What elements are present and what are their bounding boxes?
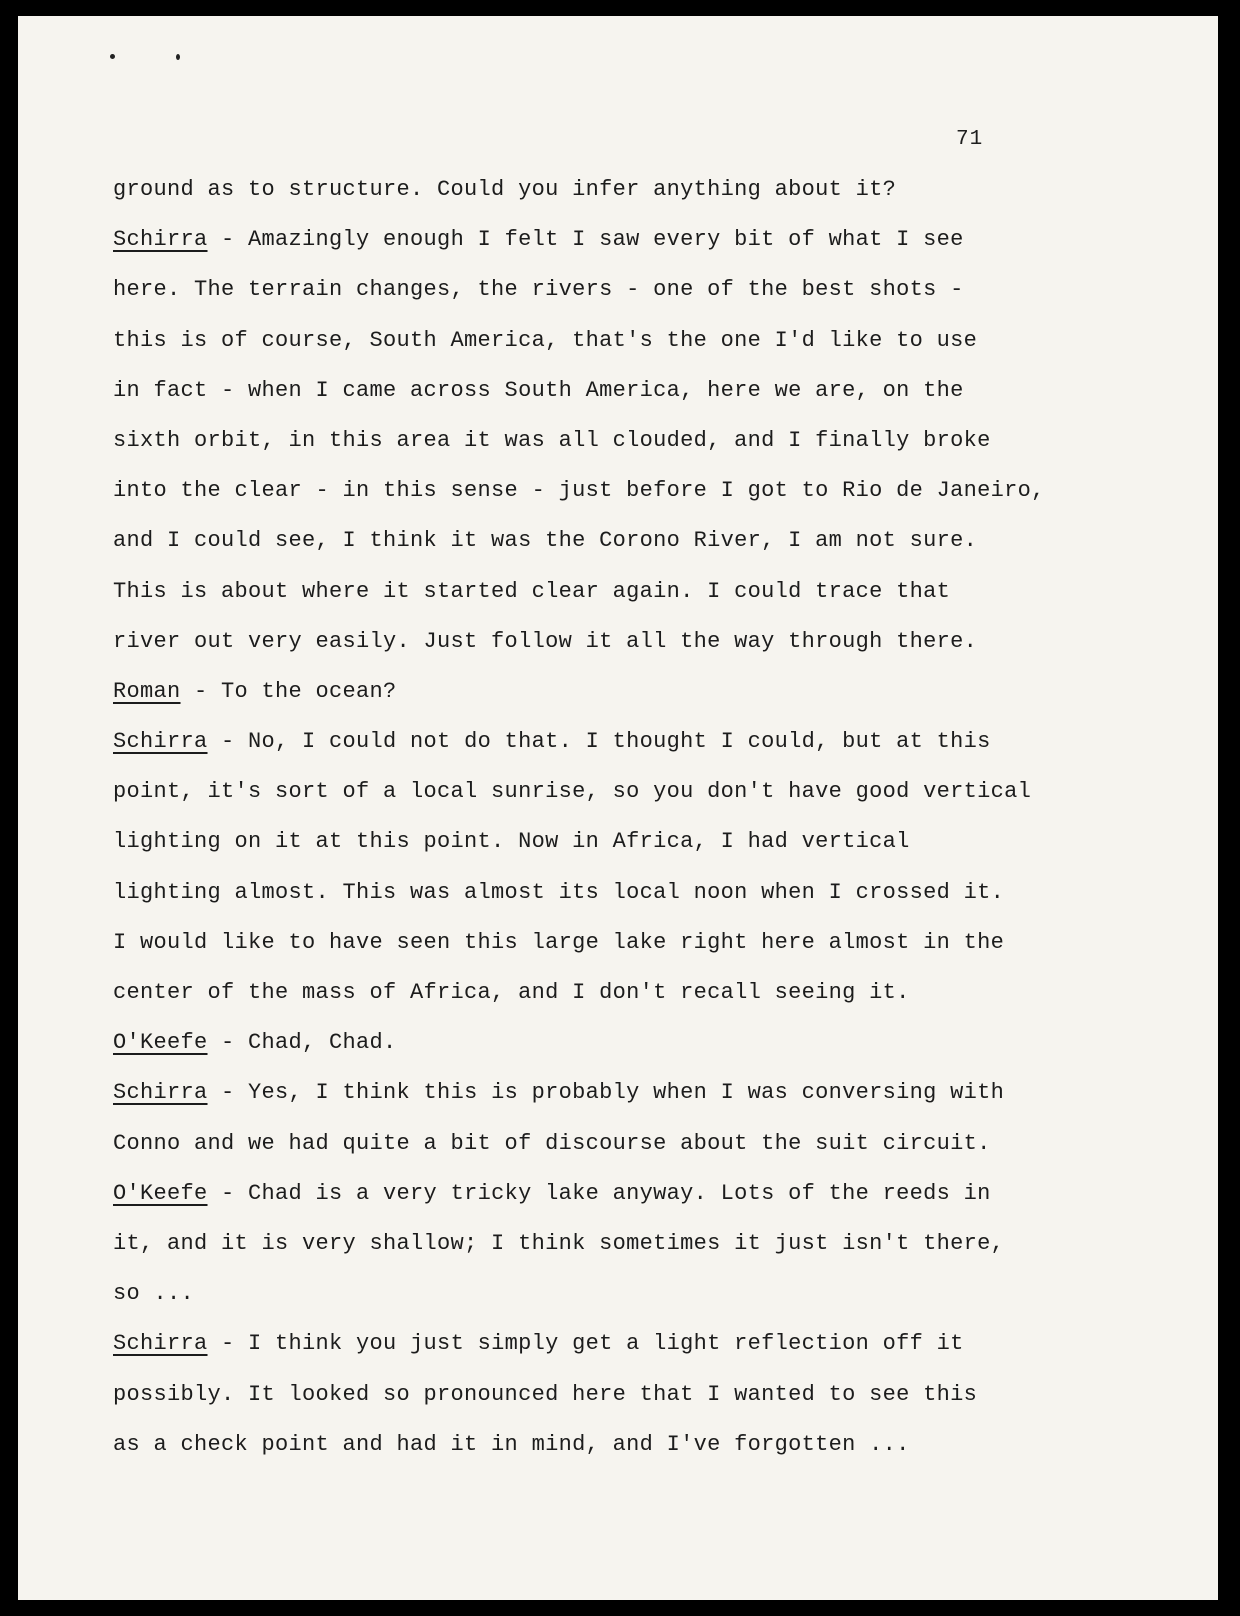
line-text: Yes, I think this is probably when I was conversing with (248, 1080, 1005, 1106)
line-text: in fact - when I came across South America, here we are, on the (113, 377, 964, 403)
line-text: ground as to structure. Could you infer anything about it? (113, 177, 897, 202)
speaker-name: Roman (113, 678, 181, 704)
transcript-line (113, 1222, 1213, 1272)
transcript-line (113, 820, 1213, 870)
corner-mark (176, 54, 180, 60)
transcript-line (113, 871, 1213, 921)
transcript-line (113, 369, 1213, 419)
transcript-line (113, 1122, 1213, 1172)
line-text: To the ocean? (221, 678, 397, 704)
speaker-separator: - (207, 1030, 249, 1056)
transcript-line (113, 620, 1213, 670)
line-text: lighting on it at this point. Now in Africa, I had vertical (113, 829, 910, 855)
line-text: it, and it is very shallow; I think sometimes it just isn't there, (113, 1230, 1005, 1256)
transcript-line (113, 770, 1213, 820)
transcript-line (113, 1172, 1213, 1222)
line-text: river out very easily. Just follow it all the way through there. (113, 628, 978, 654)
line-text: Amazingly enough I felt I saw every bit of what I see (248, 227, 964, 253)
line-text: point, it's sort of a local sunrise, so you don't have good vertical (113, 779, 1032, 805)
line-text: This is about where it started clear again. I could trace that (113, 578, 951, 604)
line-text: into the clear - in this sense - just before I got to Rio de Janeiro, (113, 478, 1045, 504)
transcript-line (113, 971, 1213, 1021)
line-text: sixth orbit, in this area it was all clouded, and I finally broke (113, 427, 991, 453)
transcript-line (113, 519, 1213, 569)
line-text: so ... (113, 1281, 195, 1307)
line-text: as a check point and had it in mind, and I've forgotten ... (113, 1431, 910, 1457)
transcript-line (113, 419, 1213, 469)
transcript-line (113, 1071, 1213, 1121)
transcript-line (113, 319, 1213, 369)
line-text: this is of course, South America, that's the one I'd like to use (113, 327, 978, 353)
line-text: and I could see, I think it was the Corono River, I am not sure. (113, 528, 978, 554)
line-text: Chad, Chad. (248, 1030, 397, 1056)
speaker-name: Schirra (113, 729, 208, 755)
page-number: 71 (956, 128, 984, 151)
transcript-line (113, 720, 1213, 770)
transcript-line (113, 469, 1213, 519)
speaker-separator: - (207, 227, 249, 253)
line-text: I think you just simply get a light reflection off it (248, 1331, 964, 1357)
speaker-separator: - (207, 1331, 249, 1357)
transcript-line (113, 1021, 1213, 1071)
transcript-line (113, 670, 1213, 720)
transcript-line (113, 570, 1213, 620)
speaker-separator: - (207, 729, 249, 755)
transcript-line (113, 921, 1213, 971)
transcript-line (113, 218, 1213, 268)
line-text: Conno and we had quite a bit of discourse about the suit circuit. (113, 1130, 991, 1156)
line-text: possibly. It looked so pronounced here that I wanted to see this (113, 1381, 978, 1407)
transcript-line (113, 1373, 1213, 1423)
transcript-page (18, 16, 1218, 1600)
speaker-name: Schirra (113, 1331, 208, 1357)
transcript-line (113, 1322, 1213, 1372)
line-text: Chad is a very tricky lake anyway. Lots of the reeds in (248, 1180, 991, 1206)
transcript-body (113, 168, 1213, 1473)
line-text: No, I could not do that. I thought I could, but at this (248, 729, 991, 755)
transcript-line (113, 268, 1213, 318)
corner-mark (110, 54, 115, 59)
transcript-line (113, 1423, 1213, 1473)
line-text: lighting almost. This was almost its local noon when I crossed it. (113, 879, 1005, 905)
line-text: I would like to have seen this large lake right here almost in the (113, 929, 1005, 955)
speaker-separator: - (180, 678, 222, 704)
transcript-line (113, 168, 1213, 218)
transcript-line (113, 1272, 1213, 1322)
speaker-name: O'Keefe (113, 1030, 208, 1056)
line-text: here. The terrain changes, the rivers - one of the best shots - (113, 277, 964, 303)
speaker-name: Schirra (113, 1080, 208, 1106)
line-text: center of the mass of Africa, and I don't recall seeing it. (113, 980, 910, 1005)
speaker-separator: - (207, 1180, 249, 1206)
speaker-separator: - (207, 1080, 249, 1106)
speaker-name: Schirra (113, 227, 208, 253)
speaker-name: O'Keefe (113, 1180, 208, 1206)
